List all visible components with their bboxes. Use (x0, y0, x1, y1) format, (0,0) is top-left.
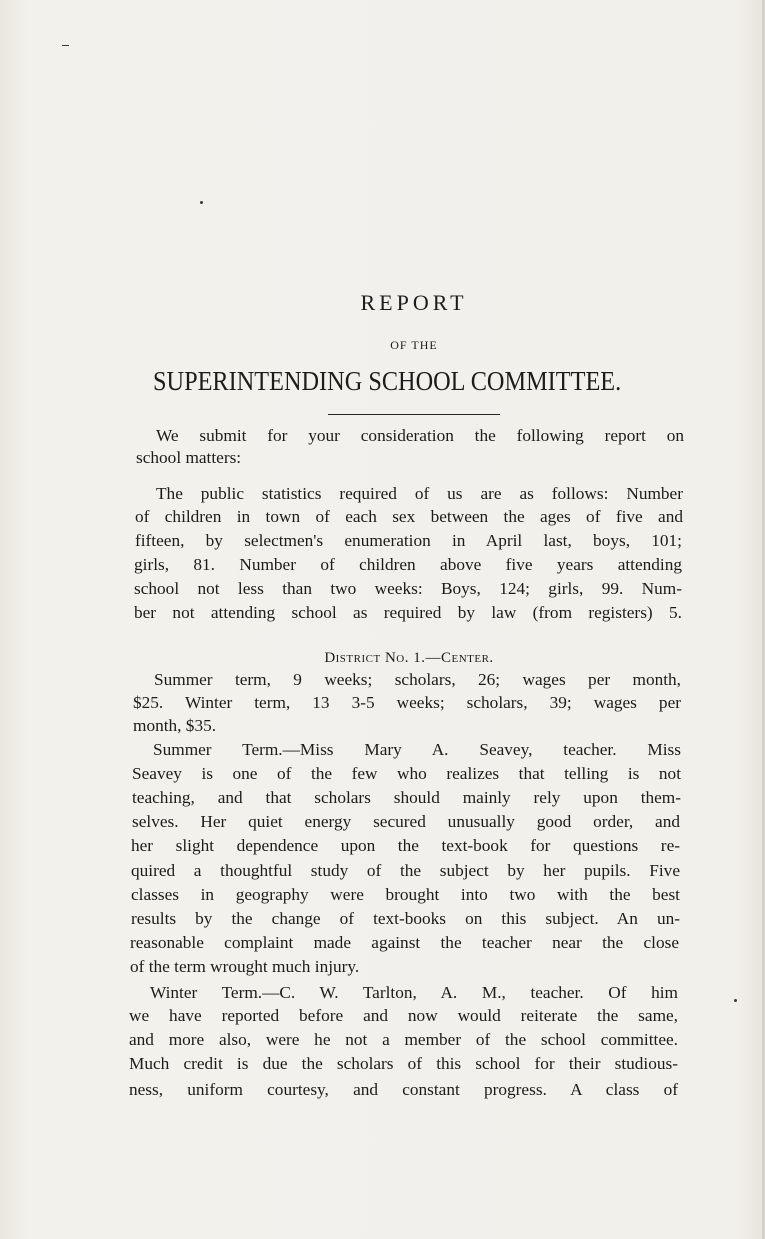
text-line (0, 859, 765, 883)
district-heading (0, 650, 765, 667)
text-line-content: of children in town of each sex between the ages of five and (135, 507, 683, 526)
text-line (0, 1028, 765, 1052)
text-line-content: ber not attending school as required by law (from registers) 5. (134, 603, 682, 622)
report-title: REPORT (360, 290, 468, 315)
text-line-content: school matters: (136, 448, 242, 467)
speck (200, 201, 203, 204)
text-line (0, 553, 765, 577)
text-line (0, 668, 765, 692)
text-line-content: teaching, and that scholars should mainly rely upon them- (132, 788, 681, 807)
text-line-content: $25. Winter term, 13 3-5 weeks; scholars, 39; wages per (133, 693, 681, 712)
text-line (0, 1052, 765, 1076)
text-line (0, 1004, 765, 1028)
text-line (0, 482, 765, 506)
text-line-content: Much credit is due the scholars of this school for their studious- (129, 1054, 678, 1073)
text-line (0, 834, 765, 858)
text-line-content: reasonable complaint made against the teacher near the close (130, 933, 679, 952)
text-line-content: selves. Her quiet energy secured unusually good order, and (132, 812, 680, 831)
text-line (0, 931, 765, 955)
text-line-content: quired a thoughtful study of the subject by her pupils. Five (131, 861, 680, 880)
district-heading-text: District No. 1.—Center. (324, 650, 494, 666)
report-subtitle: OF THE (390, 338, 438, 352)
text-line-content: We submit for your consideration the following report on (156, 426, 684, 445)
text-line-content: we have reported before and now would reiterate the same, (129, 1006, 678, 1025)
text-line-content: of the term wrought much injury. (130, 957, 360, 976)
text-line (0, 981, 765, 1005)
text-line-content: month, $35. (133, 716, 217, 735)
text-line (0, 786, 765, 810)
text-line (0, 955, 765, 979)
title-rule (328, 414, 500, 415)
text-line-content: Winter Term.—C. W. Tarlton, A. M., teacher. Of him (150, 983, 678, 1002)
text-line (0, 505, 765, 529)
text-line-content: fifteen, by selectmen's enumeration in April last, boys, 101; (135, 531, 682, 550)
committee-heading: SUPERINTENDING SCHOOL COMMITTEE. (153, 366, 622, 396)
text-line (0, 446, 765, 470)
text-line-content: school not less than two weeks: Boys, 124; girls, 99. Num- (134, 579, 682, 598)
text-line (0, 883, 765, 907)
text-line (0, 762, 765, 786)
margin-mark (62, 45, 69, 46)
text-line (0, 691, 765, 715)
text-line (0, 810, 765, 834)
text-line (0, 601, 765, 625)
text-line-content: classes in geography were brought into two with the best (131, 885, 680, 904)
text-line-content: ness, uniform courtesy, and constant progress. A class of (129, 1080, 678, 1099)
text-line-content: girls, 81. Number of children above five years attending (134, 555, 682, 574)
text-line (0, 424, 765, 448)
text-line-content: results by the change of text-books on this subject. An un- (131, 909, 680, 928)
text-line-content: her slight dependence upon the text-book for questions re- (131, 836, 680, 855)
text-line (0, 738, 765, 762)
text-line-content: Summer Term.—Miss Mary A. Seavey, teacher. Miss (153, 740, 681, 759)
text-line-content: Seavey is one of the few who realizes that telling is not (132, 764, 681, 783)
text-line (0, 1078, 765, 1102)
text-line (0, 529, 765, 553)
text-line-content: The public statistics required of us are as follows: Number (156, 484, 683, 503)
text-line-content: and more also, were he not a member of the school committee. (129, 1030, 678, 1049)
text-line (0, 907, 765, 931)
text-line (0, 577, 765, 601)
text-line (0, 714, 765, 738)
text-line-content: Summer term, 9 weeks; scholars, 26; wages per month, (154, 670, 681, 689)
